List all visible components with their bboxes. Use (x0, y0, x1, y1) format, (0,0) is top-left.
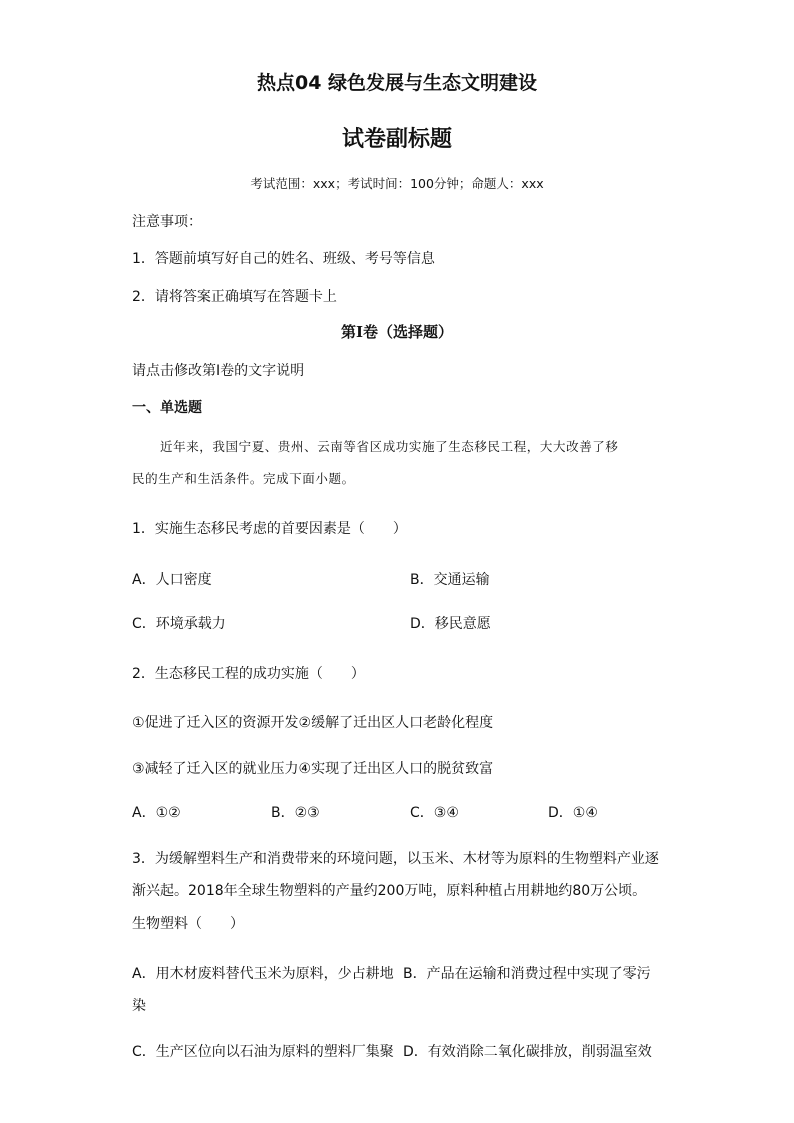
question-3-option-c: C．生产区位向以石油为原料的塑料厂集聚 (132, 1044, 394, 1060)
question-1-option-d: D．移民意愿 (410, 616, 491, 632)
exam-meta: 考试范围：xxx；考试时间：100分钟；命题人：xxx (250, 176, 544, 191)
question-1-option-c: C．环境承载力 (132, 616, 226, 632)
question-3-stem-line-2: 渐兴起。2018年全球生物塑料的产量约200万吨，原料种植占用耕地约80万公顷。 (132, 883, 647, 899)
question-3-option-b-continued: 染 (132, 998, 146, 1014)
question-2-option-c: C．③④ (410, 805, 459, 821)
notice-item-2: 2．请将答案正确填写在答题卡上 (132, 289, 337, 305)
question-1-option-a: A．人口密度 (132, 572, 212, 588)
question-1-stem: 1．实施生态移民考虑的首要因素是（ ） (132, 521, 407, 537)
exam-subtitle: 试卷副标题 (341, 127, 452, 152)
question-2-statement-1: ①促进了迁入区的资源开发②缓解了迁出区人口老龄化程度 (132, 715, 494, 731)
section-title: 第I卷（选择题） (340, 323, 454, 341)
question-2-option-d: D．①④ (548, 805, 598, 821)
question-2-option-a: A．①② (132, 805, 181, 821)
question-3-option-a: A．用木材废料替代玉米为原料，少占耕地 (132, 966, 394, 982)
passage-line-1: 近年来，我国宁夏、贵州、云南等省区成功实施了生态移民工程，大大改善了移 (160, 439, 619, 454)
part-heading: 一、单选题 (132, 400, 202, 416)
notice-item-1: 1．答题前填写好自己的姓名、班级、考号等信息 (132, 251, 435, 267)
question-3-stem-line-1: 3．为缓解塑料生产和消费带来的环境问题，以玉米、木材等为原料的生物塑料产业逐 (132, 851, 659, 867)
question-2-option-b: B．②③ (271, 805, 320, 821)
exam-title: 热点04 绿色发展与生态文明建设 (256, 72, 538, 94)
section-note: 请点击修改第I卷的文字说明 (132, 363, 305, 379)
question-3-stem-line-3: 生物塑料（ ） (132, 916, 244, 932)
question-3-option-b: B．产品在运输和消费过程中实现了零污 (403, 966, 651, 982)
question-1-option-b: B．交通运输 (410, 572, 490, 588)
question-2-stem: 2．生态移民工程的成功实施（ ） (132, 666, 365, 682)
notice-heading: 注意事项： (132, 214, 202, 230)
question-2-statement-2: ③减轻了迁入区的就业压力④实现了迁出区人口的脱贫致富 (132, 761, 494, 777)
passage-line-2: 民的生产和生活条件。完成下面小题。 (132, 471, 355, 486)
question-3-option-d: D．有效消除二氧化碳排放，削弱温室效 (403, 1044, 652, 1060)
